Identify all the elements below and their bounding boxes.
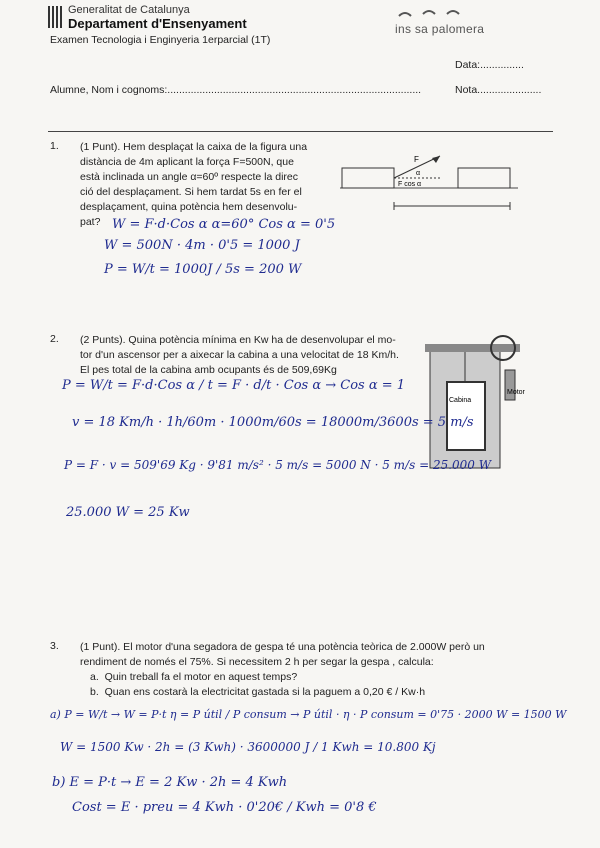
exam-title: Examen Tecnologia i Enginyeria 1erparcial (1T) (50, 34, 271, 46)
q3-hand-line-1: a) P = W/t → W = P·t η = P útil / P consum → P útil · η · P consum = 0'75 · 2000 W = 1500 W (50, 708, 567, 721)
force-label: F (414, 155, 419, 164)
school-logo-text: ins sa palomera (395, 22, 485, 36)
q3-hand-line-2: W = 1500 Kw · 2h = (3 Kwh) · 3600000 J / 1 Kwh = 10.800 Kj (60, 740, 436, 754)
student-name-field: Alumne, Nom i cognoms:....................................................................................... (50, 84, 422, 96)
q1-hand-line-1: W = F·d·Cos α α=60° Cos α = 0'5 (112, 217, 336, 232)
question-1-figure (340, 150, 520, 220)
elevator-figure (425, 330, 540, 470)
q3-hand-line-4: Cost = E · preu = 4 Kwh · 0'20€ / Kwh = 0'8 € (72, 800, 377, 815)
question-3a: a. Quin treball fa el motor en aquest temps? (90, 671, 298, 683)
q2-hand-line-4: 25.000 W = 25 Kw (66, 505, 190, 520)
question-3-text: (1 Punt). El motor d'una segadora de gespa té una potència teòrica de 2.000W però un rendiment de només el 75%. Si necessitem 2 h per segar la gespa , calcula: (80, 641, 485, 668)
q1-hand-line-3: P = W/t = 1000J / 5s = 200 W (104, 262, 302, 277)
q2-hand-line-2: v = 18 Km/h · 1h/60m · 1000m/60s = 18000m/3600s = 5 m/s (72, 415, 474, 430)
question-2-number: 2. (50, 333, 59, 345)
question-3-number: 3. (50, 640, 59, 652)
angle-label: α (416, 170, 421, 177)
q1-hand-line-2: W = 500N · 4m · 0'5 = 1000 J (104, 238, 300, 253)
question-3b: b. Quan ens costarà la electricitat gastada si la paguem a 0,20 € / Kw·h (90, 686, 426, 698)
generalitat-logo (48, 6, 62, 28)
motor-label: Motor (507, 389, 525, 396)
q2-hand-line-3: P = F · v = 509'69 Kg · 9'81 m/s² · 5 m/s = 5000 N · 5 m/s = 25.000 W (64, 458, 492, 472)
q3-hand-line-3: b) E = P·t → E = 2 Kw · 2h = 4 Kwh (52, 775, 288, 790)
department-name: Departament d'Ensenyament (68, 16, 247, 31)
question-2-text: (2 Punts). Quina potència mínima en Kw ha de desenvolupar el mo- tor d'un ascensor per a aixecar la cabina a una velocitat de 18 Km/h. El pes total de la cabina amb ocupants és de 509,69Kg (80, 334, 399, 376)
question-1-number: 1. (50, 140, 59, 152)
grade-field: Nota...................... (455, 84, 542, 96)
cabin-label: Cabina (449, 397, 472, 404)
header-divider (48, 131, 553, 132)
q2-hand-line-1: P = W/t = F·d·Cos α / t = F · d/t · Cos α → Cos α = 1 (62, 378, 406, 393)
component-label: F cos α (398, 181, 422, 188)
date-field: Data:............... (455, 59, 524, 71)
question-1-text: (1 Punt). Hem desplaçat la caixa de la figura una distància de 4m aplicant la força F=500N, que està inclinada un angle α=60º respecte la direc ció del desplaçament. Si hem tardat 5s en fer el desplaçament, quina potència hem desenvolu- pat? (80, 141, 308, 228)
generalitat-name: Generalitat de Catalunya (68, 4, 190, 16)
